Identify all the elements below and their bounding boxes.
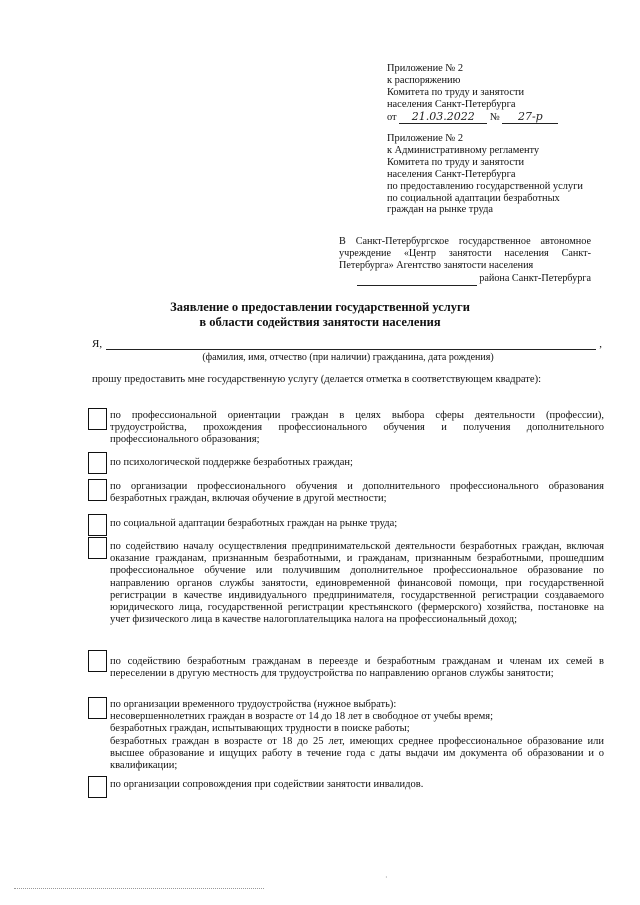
option-checkbox[interactable] [88,479,107,501]
addressee-district-line [339,273,591,286]
option-checkbox[interactable] [88,514,107,536]
applicant-prefix: Я, [92,338,103,350]
option-text: по содействию началу осуществления предпринимательской деятельности безработных граждан, включая оказание гражданам, признанным безработными, и гражданам, признанным безработными, прошедшим профессиональное обучение или получившим дополнительное профессиональное образование по направлению органов службы занятости, единовременной финансовой помощи, при государственной регистрации в качестве индивидуального предпринимателя, государственной регистрации создаваемого юридического лица, государственной регистрации крестьянского (фермерского) хозяйства, постановке на учет физического лица в качестве налогоплательщика налога на профессиональный доход; [110,541,604,626]
request-intro: прошу предоставить мне государственную услугу (делается отметка в соответствующем квадрате): [92,374,542,385]
handwritten-date: 21.03.2022 [399,111,487,124]
option-temp-employment [110,699,604,772]
option-checkbox[interactable] [88,452,107,474]
district-suffix: района Санкт-Петербурга [479,272,591,284]
option-checkbox[interactable] [88,697,107,719]
sub-option-text: безработных граждан в возрасте от 18 до 25 лет, имеющих среднее профессиональное образование или высшее образование и ищущих работу в течение года с даты выдачи им документа об образовании и о квалификации; [110,735,604,772]
number-prefix: № [489,111,500,123]
appendix-regulation-line: граждан на рынке труда [387,204,493,216]
applicant-line [92,338,604,352]
scan-edge-line [14,888,264,889]
appendix-order-date-line [387,111,617,124]
scan-mark: · [385,873,388,882]
option-text: по социальной адаптации безработных граждан на рынке труда; [110,518,398,529]
option-checkbox[interactable] [88,776,107,798]
option-text: по содействию безработным гражданам в переезде и безработным гражданам и членам их семей в переселении в другую местность для трудоустройства по направлению органов службы занятости; [110,656,604,680]
applicant-caption: (фамилия, имя, отчество (при наличии) гражданина, дата рождения) [202,352,494,363]
appendix-regulation-line: населения Санкт-Петербурга [387,168,516,180]
title-line: в области содействия занятости населения [199,315,441,329]
handwritten-number: 27-р [502,111,558,124]
sub-option-text: безработных граждан, испытывающих трудности в поиске работы; [110,723,410,735]
title-line: Заявление о предоставлении государственной услуги [170,300,470,314]
applicant-suffix: , [599,338,602,350]
addressee-text: В Санкт-Петербургское государственное автономное учреждение «Центр занятости населения Санкт-Петербурга» Агентство занятости населения [339,236,591,272]
date-prefix: от [387,111,397,123]
appendix-regulation-block [387,133,617,216]
option-text: по организации временного трудоустройства (нужное выбрать): [110,699,397,710]
appendix-order-line: к распоряжению [387,74,461,86]
document-title [90,300,550,330]
appendix-regulation-line: Приложение № 2 [387,133,464,144]
option-checkbox[interactable] [88,650,107,672]
applicant-name-field[interactable] [106,349,596,350]
appendix-order-block [387,63,617,124]
addressee-block [339,236,591,286]
option-text: по профессиональной ориентации граждан в целях выбора сферы деятельности (профессии), трудоустройства, прохождения профессионального обучения и получения дополнительного профессионального образования; [110,410,604,446]
option-checkbox[interactable] [88,408,107,430]
option-text: по психологической поддержке безработных граждан; [110,457,353,468]
appendix-regulation-line: к Административному регламенту [387,144,540,156]
appendix-regulation-line: Комитета по труду и занятости [387,156,525,168]
appendix-order-line: населения Санкт-Петербурга [387,98,516,110]
option-checkbox[interactable] [88,537,107,559]
sub-option-text: несовершеннолетних граждан в возрасте от 14 до 18 лет в свободное от учебы время; [110,711,493,723]
option-text: по организации сопровождения при содействии занятости инвалидов. [110,779,424,790]
appendix-order-line: Приложение № 2 [387,63,464,74]
appendix-regulation-line: по социальной адаптации безработных [387,192,560,204]
option-text: по организации профессионального обучения и дополнительного профессионального образования безработных граждан, включая обучение в другой местности; [110,481,604,505]
appendix-regulation-line: по предоставлению государственной услуги [387,180,583,192]
appendix-order-line: Комитета по труду и занятости [387,86,525,98]
district-blank [357,273,477,286]
